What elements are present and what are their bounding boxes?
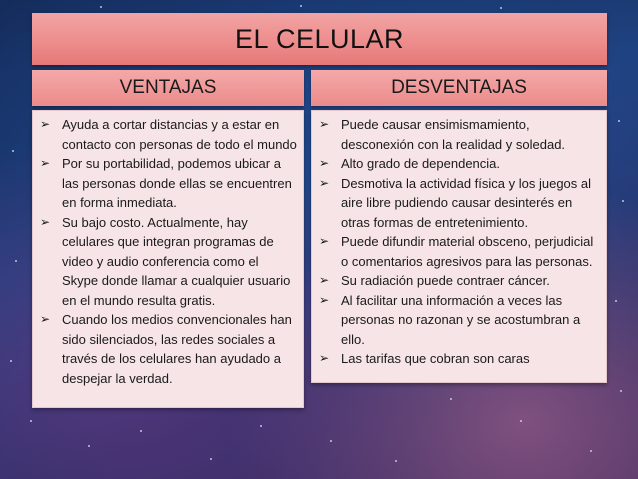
- list-item: ➢ Alto grado de dependencia.: [316, 154, 600, 174]
- list-item: ➢ Al facilitar una información a veces las personas no razonan y se acostumbran a ello.: [319, 292, 581, 347]
- arrow-bullet-icon: ➢: [319, 156, 330, 170]
- title-banner: [32, 13, 607, 65]
- list-item: ➢ Su radiación puede contraer cáncer.: [316, 271, 600, 291]
- ventajas-heading: VENTAJAS: [119, 77, 217, 98]
- ventajas-list: [37, 115, 297, 388]
- arrow-bullet-icon: ➢: [319, 292, 330, 307]
- arrow-bullet-icon: ➢: [40, 156, 51, 170]
- arrow-bullet-icon: ➢: [40, 312, 51, 326]
- desventajas-heading: DESVENTAJAS: [391, 77, 527, 98]
- list-item: ➢ Desmotiva la actividad física y los juegos al aire libre pudiendo causar desinterés en otras formas de entretenimiento.: [319, 175, 592, 230]
- list-item: ➢ Cuando los medios convencionales han sido silenciados, las redes sociales a través de los celulares han ayudado a despejar la verdad.: [40, 312, 292, 386]
- list-item: ➢ Su bajo costo. Actualmente, hay celulares que integran programas de video y audio conferencia como el Skype donde llamar a cualquier usuario en el mundo resulta gratis.: [40, 214, 291, 308]
- arrow-bullet-icon: ➢: [40, 214, 51, 229]
- arrow-bullet-icon: ➢: [319, 351, 330, 365]
- arrow-bullet-icon: ➢: [40, 117, 51, 131]
- list-item: ➢ Puede causar ensimismamiento, desconexión con la realidad y soledad.: [319, 117, 566, 152]
- desventajas-panel: [311, 110, 607, 383]
- arrow-bullet-icon: ➢: [319, 117, 330, 131]
- ventajas-header: [32, 70, 304, 106]
- list-item: ➢ Por su portabilidad, podemos ubicar a las personas donde ellas se encuentren en forma inmediata.: [40, 156, 292, 210]
- list-item: ➢ Las tarifas que cobran son caras: [316, 349, 600, 369]
- arrow-bullet-icon: ➢: [319, 175, 330, 190]
- ventajas-panel: [32, 110, 304, 408]
- list-item: ➢ Ayuda a cortar distancias y a estar en contacto con personas de todo el mundo: [40, 117, 297, 152]
- arrow-bullet-icon: ➢: [319, 273, 330, 287]
- desventajas-header: [311, 70, 607, 106]
- list-item: ➢ Puede difundir material obsceno, perjudicial o comentarios agresivos para las personas.: [319, 234, 594, 269]
- page-title: EL CELULAR: [234, 23, 405, 54]
- arrow-bullet-icon: ➢: [319, 234, 330, 248]
- desventajas-list: [316, 115, 600, 369]
